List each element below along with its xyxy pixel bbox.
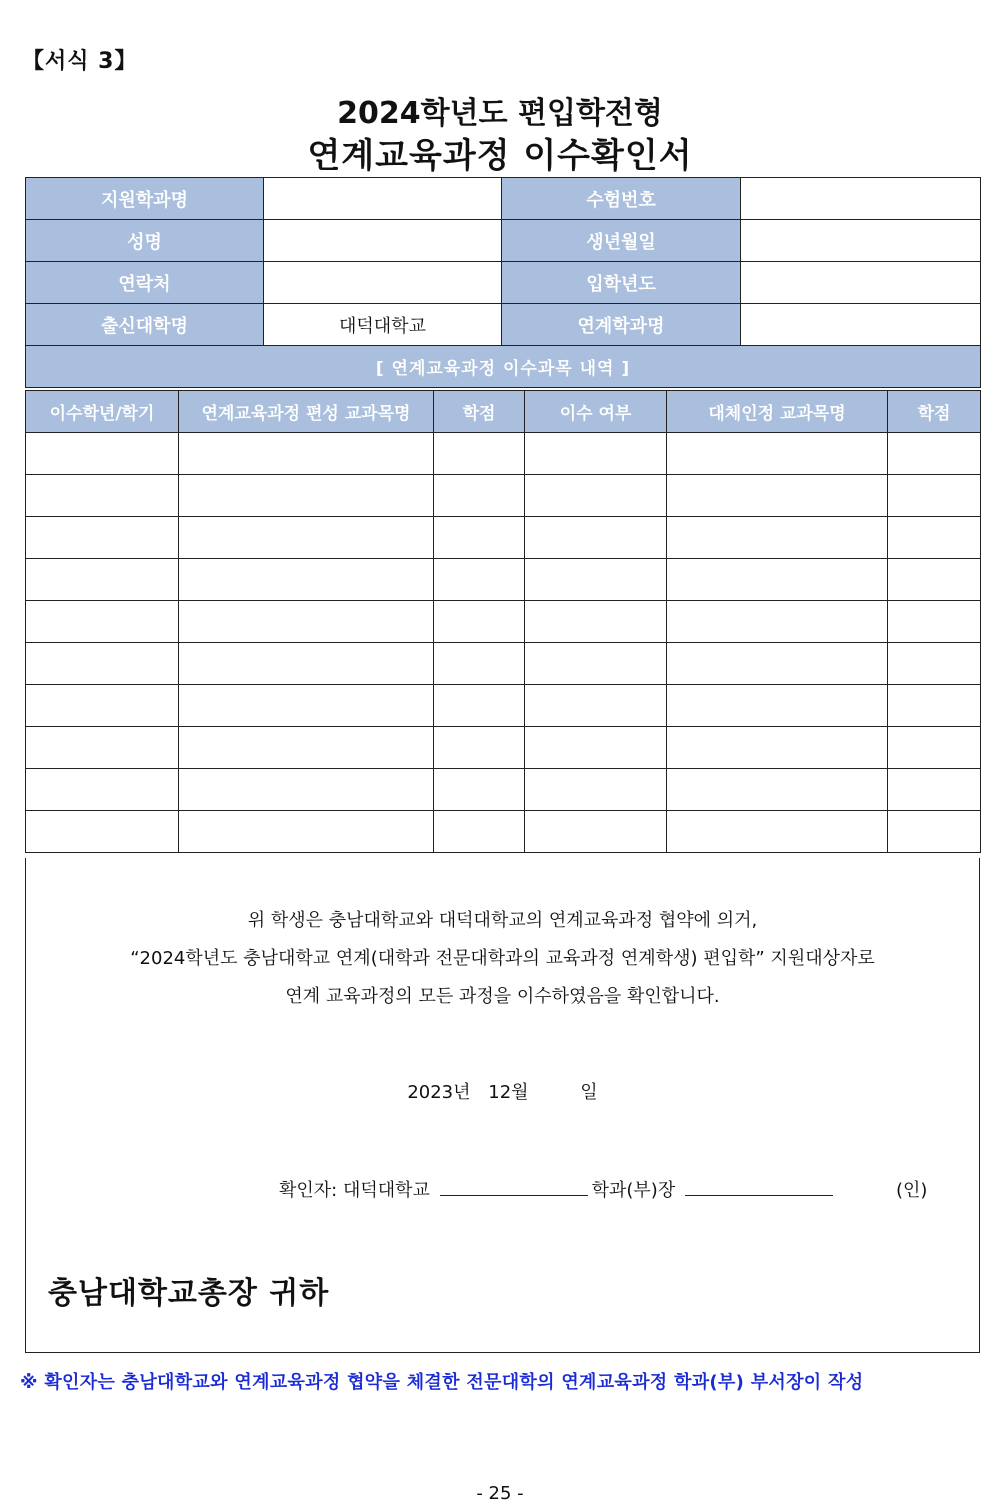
substitute-course-cell[interactable] — [667, 517, 888, 559]
exam-number-label: 수험번호 — [502, 178, 741, 220]
document-title-line2: 연계교육과정 이수확인서 — [307, 136, 693, 176]
date-day[interactable]: 일 — [580, 1082, 598, 1103]
substitute-credits-cell[interactable] — [888, 769, 981, 811]
linked-course-cell[interactable] — [179, 559, 434, 601]
admission-year-field[interactable] — [741, 262, 981, 304]
year-semester-cell[interactable] — [26, 769, 179, 811]
form-number: 【서식 3】 — [22, 49, 138, 74]
credits-cell[interactable] — [434, 769, 525, 811]
linked-course-cell[interactable] — [179, 685, 434, 727]
col-header-substitute-course: 대체인정 교과목명 — [667, 391, 888, 433]
col-header-credits: 학점 — [434, 391, 525, 433]
linked-course-cell[interactable] — [179, 517, 434, 559]
birthdate-field[interactable] — [741, 220, 981, 262]
substitute-credits-cell[interactable] — [888, 643, 981, 685]
date-year: 2023년 — [407, 1082, 471, 1103]
linked-course-cell[interactable] — [179, 433, 434, 475]
year-semester-cell[interactable] — [26, 643, 179, 685]
contact-field[interactable] — [264, 262, 502, 304]
substitute-credits-cell[interactable] — [888, 685, 981, 727]
statement-line2: “2024학년도 충남대학교 연계(대학과 전문대학과의 교육과정 연계학생) 편입학” 지원대상자로 — [130, 948, 875, 969]
year-semester-cell[interactable] — [26, 475, 179, 517]
linked-course-cell[interactable] — [179, 601, 434, 643]
year-semester-cell[interactable] — [26, 811, 179, 853]
signer-line — [279, 1176, 837, 1202]
origin-college-label: 출신대학명 — [26, 304, 264, 346]
substitute-credits-cell[interactable] — [888, 559, 981, 601]
col-header-year-semester: 이수학년/학기 — [26, 391, 179, 433]
department-field[interactable] — [264, 178, 502, 220]
linked-course-cell[interactable] — [179, 811, 434, 853]
addressee: 충남대학교총장 귀하 — [48, 1276, 330, 1311]
year-semester-cell[interactable] — [26, 685, 179, 727]
substitute-course-cell[interactable] — [667, 769, 888, 811]
info-row — [26, 262, 981, 304]
seal-mark: (인) — [896, 1180, 928, 1201]
linked-course-cell[interactable] — [179, 475, 434, 517]
linked-course-cell[interactable] — [179, 727, 434, 769]
credits-cell[interactable] — [434, 643, 525, 685]
substitute-course-cell[interactable] — [667, 727, 888, 769]
footnote: ※ 확인자는 충남대학교와 연계교육과정 협약을 체결한 전문대학의 연계교육과정 학과(부) 부서장이 작성 — [20, 1372, 864, 1393]
table-row — [26, 769, 981, 811]
origin-college-field[interactable]: 대덕대학교 — [264, 304, 502, 346]
name-field[interactable] — [264, 220, 502, 262]
table-row — [26, 685, 981, 727]
courses-header-row — [26, 391, 981, 433]
credits-cell[interactable] — [434, 433, 525, 475]
year-semester-cell[interactable] — [26, 601, 179, 643]
linked-department-field[interactable] — [741, 304, 981, 346]
substitute-course-cell[interactable] — [667, 643, 888, 685]
substitute-course-cell[interactable] — [667, 433, 888, 475]
department-label: 지원학과명 — [26, 178, 264, 220]
section-title-row — [26, 346, 981, 388]
credits-cell[interactable] — [434, 685, 525, 727]
completion-cell[interactable] — [525, 601, 667, 643]
contact-label: 연락처 — [26, 262, 264, 304]
substitute-credits-cell[interactable] — [888, 601, 981, 643]
course-section-title: [ 연계교육과정 이수과목 내역 ] — [26, 346, 981, 388]
confirmation-date — [26, 1078, 979, 1104]
completion-cell[interactable] — [525, 727, 667, 769]
table-row — [26, 727, 981, 769]
col-header-substitute-credits: 학점 — [888, 391, 981, 433]
table-row — [26, 559, 981, 601]
courses-table — [25, 390, 981, 853]
substitute-credits-cell[interactable] — [888, 475, 981, 517]
substitute-course-cell[interactable] — [667, 811, 888, 853]
info-row — [26, 304, 981, 346]
table-row — [26, 643, 981, 685]
head-name-blank[interactable] — [685, 1181, 833, 1196]
substitute-course-cell[interactable] — [667, 475, 888, 517]
table-row — [26, 811, 981, 853]
credits-cell[interactable] — [434, 475, 525, 517]
col-header-linked-course: 연계교육과정 편성 교과목명 — [179, 391, 434, 433]
credits-cell[interactable] — [434, 517, 525, 559]
substitute-credits-cell[interactable] — [888, 811, 981, 853]
completion-cell[interactable] — [525, 685, 667, 727]
linked-course-cell[interactable] — [179, 643, 434, 685]
date-month: 12월 — [488, 1082, 529, 1103]
table-row — [26, 517, 981, 559]
completion-cell[interactable] — [525, 517, 667, 559]
substitute-course-cell[interactable] — [667, 601, 888, 643]
credits-cell[interactable] — [434, 601, 525, 643]
credits-cell[interactable] — [434, 559, 525, 601]
substitute-course-cell[interactable] — [667, 559, 888, 601]
exam-number-field[interactable] — [741, 178, 981, 220]
statement-line1: 위 학생은 충남대학교와 대덕대학교의 연계교육과정 협약에 의거, — [247, 910, 758, 931]
info-row — [26, 220, 981, 262]
page-number: - 25 - — [476, 1483, 524, 1504]
birthdate-label: 생년월일 — [502, 220, 741, 262]
statement-line3: 연계 교육과정의 모든 과정을 이수하였음을 확인합니다. — [285, 986, 720, 1007]
linked-department-label: 연계학과명 — [502, 304, 741, 346]
table-row — [26, 475, 981, 517]
info-row — [26, 178, 981, 220]
table-row — [26, 433, 981, 475]
completion-cell[interactable] — [525, 433, 667, 475]
completion-cell[interactable] — [525, 559, 667, 601]
year-semester-cell[interactable] — [26, 433, 179, 475]
col-header-completion: 이수 여부 — [525, 391, 667, 433]
year-semester-cell[interactable] — [26, 727, 179, 769]
completion-cell[interactable] — [525, 769, 667, 811]
year-semester-cell[interactable] — [26, 517, 179, 559]
credits-cell[interactable] — [434, 811, 525, 853]
substitute-credits-cell[interactable] — [888, 727, 981, 769]
applicant-info-table — [25, 177, 981, 388]
completion-cell[interactable] — [525, 643, 667, 685]
substitute-course-cell[interactable] — [667, 685, 888, 727]
signer-dept-suffix: 학과(부)장 — [591, 1180, 676, 1201]
completion-cell[interactable] — [525, 475, 667, 517]
substitute-credits-cell[interactable] — [888, 433, 981, 475]
table-row — [26, 601, 981, 643]
department-name-blank[interactable] — [440, 1181, 588, 1196]
confirmation-section — [25, 858, 980, 1353]
year-semester-cell[interactable] — [26, 559, 179, 601]
document-title-line1: 2024학년도 편입학전형 — [337, 96, 663, 131]
linked-course-cell[interactable] — [179, 769, 434, 811]
signer-prefix: 확인자: 대덕대학교 — [279, 1180, 430, 1201]
credits-cell[interactable] — [434, 727, 525, 769]
completion-cell[interactable] — [525, 811, 667, 853]
name-label: 성명 — [26, 220, 264, 262]
substitute-credits-cell[interactable] — [888, 517, 981, 559]
admission-year-label: 입학년도 — [502, 262, 741, 304]
courses-body — [26, 433, 981, 853]
